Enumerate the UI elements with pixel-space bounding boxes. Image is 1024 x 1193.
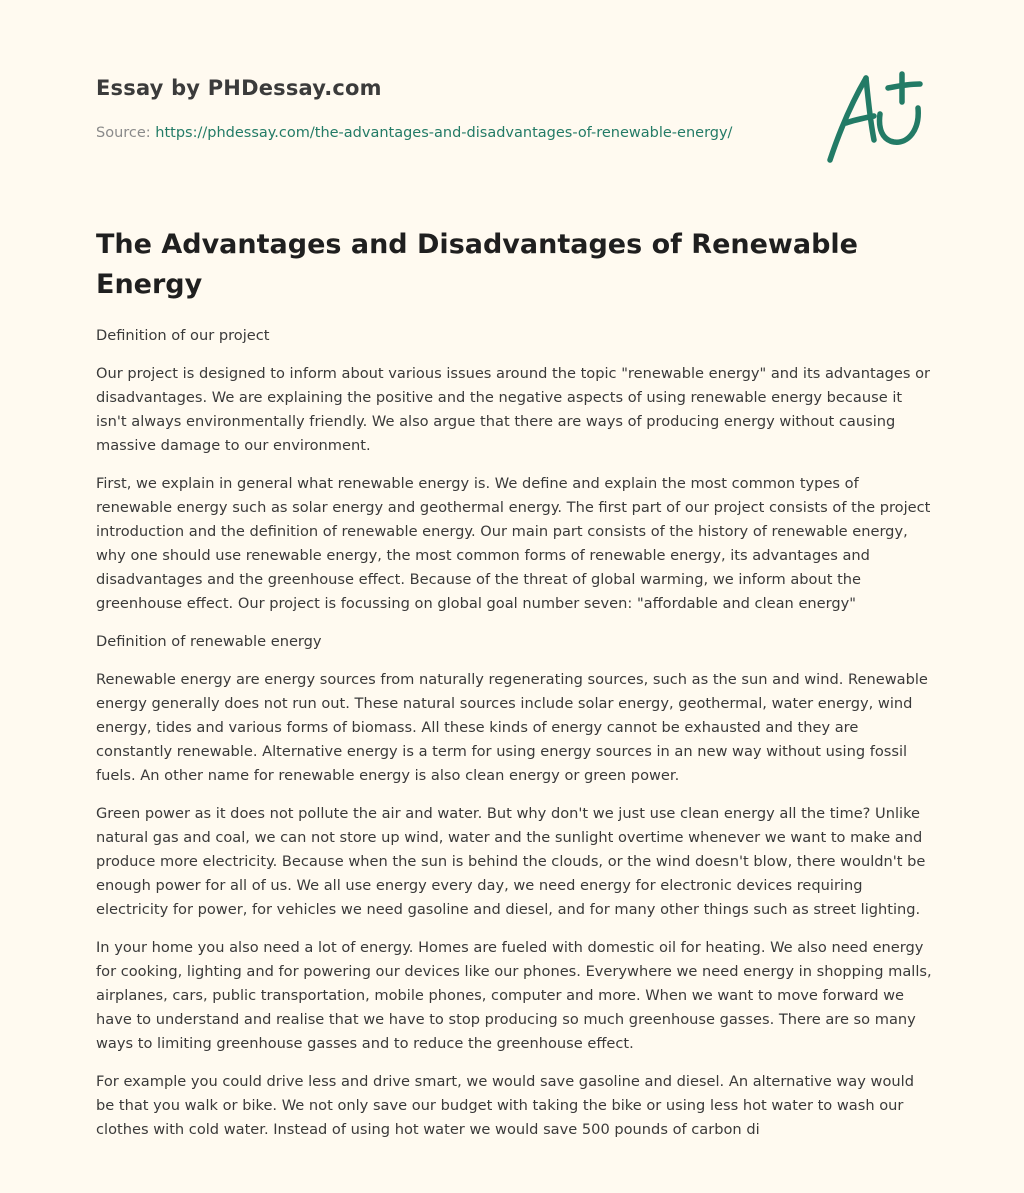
essay-paragraph: Renewable energy are energy sources from naturally regenerating sources, such as the sun and wind. Renewable energy generally does not run out. These natural sources include solar energy, geothermal, water energy, wind energy, tides and various forms of biomass. All these kinds of energy cannot be exhausted and they are constantly renewable. Alternative energy is a term for using energy sources in an new way without using fossil fuels. An other name for renewable energy is also clean energy or green power. <box>96 671 928 784</box>
site-brand: Essay by PHDessay.com <box>96 76 382 100</box>
essay-subheading: Definition of renewable energy <box>96 633 322 650</box>
essay-paragraph: First, we explain in general what renewable energy is. We define and explain the most common types of renewable energy such as solar energy and geothermal energy. The first part of our project consists of the project introduction and the definition of renewable energy. Our main part consists of the history of renewable energy, why one should use renewable energy, the most common forms of renewable energy, its advantages and disadvantages and the greenhouse effect. Because of the threat of global warming, we inform about the greenhouse effect. Our project is focussing on global goal number seven: "affordable and clean energy" <box>96 475 931 612</box>
essay-title: The Advantages and Disadvantages of Renewable Energy <box>96 229 858 300</box>
essay-subheading: Definition of our project <box>96 327 270 344</box>
essay-paragraph: In your home you also need a lot of energy. Homes are fueled with domestic oil for heating. We also need energy for cooking, lighting and for powering our devices like our phones. Everywhere we need energy in shopping malls, airplanes, cars, public transportation, mobile phones, computer and more. When we want to move forward we have to understand and realise that we have to stop producing so much greenhouse gasses. There are so many ways to limiting greenhouse gasses and to reduce the greenhouse effect. <box>96 939 932 1052</box>
essay-paragraph: Green power as it does not pollute the air and water. But why don't we just use clean energy all the time? Unlike natural gas and coal, we can not store up wind, water and the sunlight overtime whenever we want to make and produce more electricity. Because when the sun is behind the clouds, or the wind doesn't blow, there wouldn't be enough power for all of us. We all use energy every day, we need energy for electronic devices requiring electricity for power, for vehicles we need gasoline and diesel, and for many other things such as street lighting. <box>96 805 926 918</box>
source-link[interactable]: https://phdessay.com/the-advantages-and-disadvantages-of-renewable-energy/ <box>155 125 733 141</box>
essay-body <box>96 324 934 1156</box>
essay-paragraph: Our project is designed to inform about various issues around the topic "renewable energy" and its advantages or disadvantages. We are explaining the positive and the negative aspects of using renewable energy because it isn't always environmentally friendly. We also argue that there are ways of producing energy without causing massive damage to our environment. <box>96 365 931 454</box>
source-line <box>96 125 732 141</box>
source-label: Source: <box>96 125 156 141</box>
essay-paragraph: For example you could drive less and drive smart, we would save gasoline and diesel. An alternative way would be that you walk or bike. We not only save our budget with taking the bike or using less hot water to wash our clothes with cold water. Instead of using hot water we would save 500 pounds of carbon di <box>96 1073 914 1138</box>
a-plus-icon <box>822 68 932 168</box>
